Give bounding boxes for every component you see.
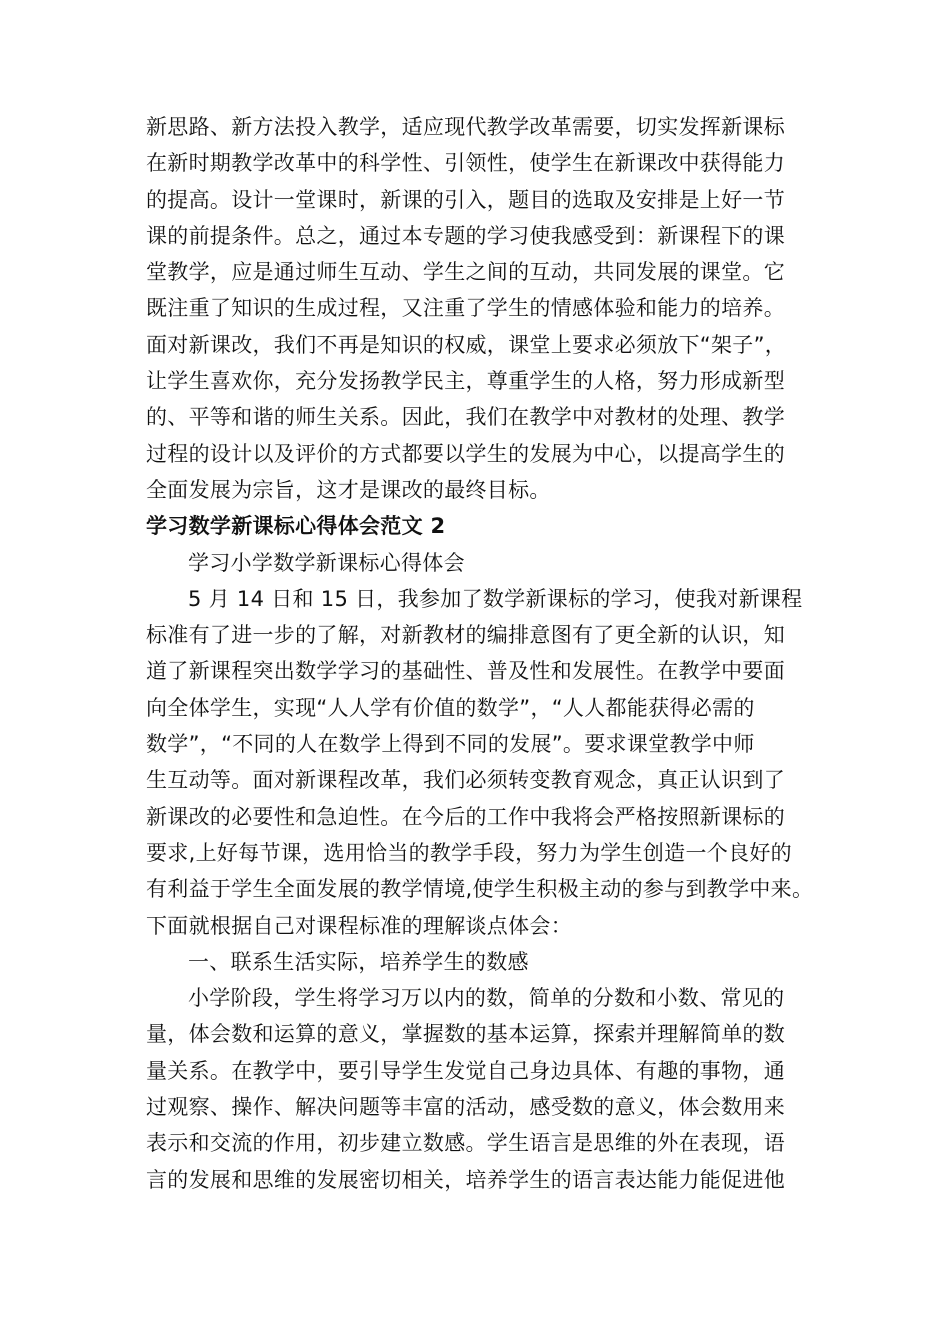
paragraph-line: 既注重了知识的生成过程，又注重了学生的情感体验和能力的培养。: [146, 296, 785, 321]
paragraph-line: 的、平等和谐的师生关系。因此，我们在教学中对教材的处理、教学: [146, 405, 785, 430]
paragraph-line: 量关系。在教学中，要引导学生发觉自己身边具体、有趣的事物，通: [146, 1058, 785, 1083]
paragraph-line: 课的前提条件。总之，通过本专题的学习使我感受到：新课程下的课: [146, 223, 785, 248]
paragraph-line: 小学阶段，学生将学习万以内的数，简单的分数和小数、常见的: [188, 986, 785, 1011]
paragraph-line: 表示和交流的作用，初步建立数感。学生语言是思维的外在表现，语: [146, 1131, 785, 1156]
paragraph-line: 的提高。设计一堂课时，新课的引入，题目的选取及安排是上好一节: [146, 187, 785, 212]
paragraph-line: 过观察、操作、解决问题等丰富的活动，感受数的意义，体会数用来: [146, 1095, 785, 1120]
paragraph-line: 数学”，“不同的人在数学上得到不同的发展”。要求课堂教学中师: [146, 732, 755, 757]
paragraph-line: 在新时期教学改革中的科学性、引领性，使学生在新课改中获得能力: [146, 151, 785, 176]
paragraph-line: 量，体会数和运算的意义，掌握数的基本运算，探索并理解简单的数: [146, 1022, 785, 1047]
paragraph-line: 全面发展为宗旨，这才是课改的最终目标。: [146, 477, 551, 502]
paragraph-line: 5 月 14 日和 15 日，我参加了数学新课标的学习，使我对新课程: [188, 586, 803, 611]
section-heading: 学习数学新课标心得体会范文 2: [146, 514, 446, 539]
paragraph-line: 向全体学生，实现“人人学有价值的数学”，“人人都能获得必需的: [146, 695, 755, 720]
point-heading: 一、联系生活实际，培养学生的数感: [188, 949, 529, 974]
paragraph-line: 堂教学，应是通过师生互动、学生之间的互动，共同发展的课堂。它: [146, 260, 785, 285]
paragraph-line: 有利益于学生全面发展的教学情境,使学生积极主动的参与到教学中来。: [146, 877, 814, 902]
paragraph-line: 下面就根据自己对课程标准的理解谈点体会：: [146, 913, 572, 938]
paragraph-line: 面对新课改，我们不再是知识的权威，课堂上要求必须放下“架子”，: [146, 332, 787, 357]
paragraph-line: 生互动等。面对新课程改革，我们必须转变教育观念，真正认识到了: [146, 768, 785, 793]
subtitle: 学习小学数学新课标心得体会: [188, 550, 465, 575]
top-paragraph: [146, 109, 818, 1198]
paragraph-line: 言的发展和思维的发展密切相关，培养学生的语言表达能力能促进他: [146, 1167, 785, 1192]
paragraph-line: 让学生喜欢你，充分发扬教学民主，尊重学生的人格，努力形成新型: [146, 369, 785, 394]
paragraph-line: 新思路、新方法投入教学，适应现代教学改革需要，切实发挥新课标: [146, 115, 785, 139]
paragraph-line: 新课改的必要性和急迫性。在今后的工作中我将会严格按照新课标的: [146, 804, 785, 829]
paragraph-line: 标准有了进一步的了解，对新教材的编排意图有了更全新的认识，知: [146, 623, 785, 648]
paragraph-line: 道了新课程突出数学学习的基础性、普及性和发展性。在教学中要面: [146, 659, 785, 684]
paragraph-line: 过程的设计以及评价的方式都要以学生的发展为中心，以提高学生的: [146, 441, 785, 466]
paragraph-line: 要求,上好每节课，选用恰当的教学手段，努力为学生创造一个良好的: [146, 840, 792, 865]
